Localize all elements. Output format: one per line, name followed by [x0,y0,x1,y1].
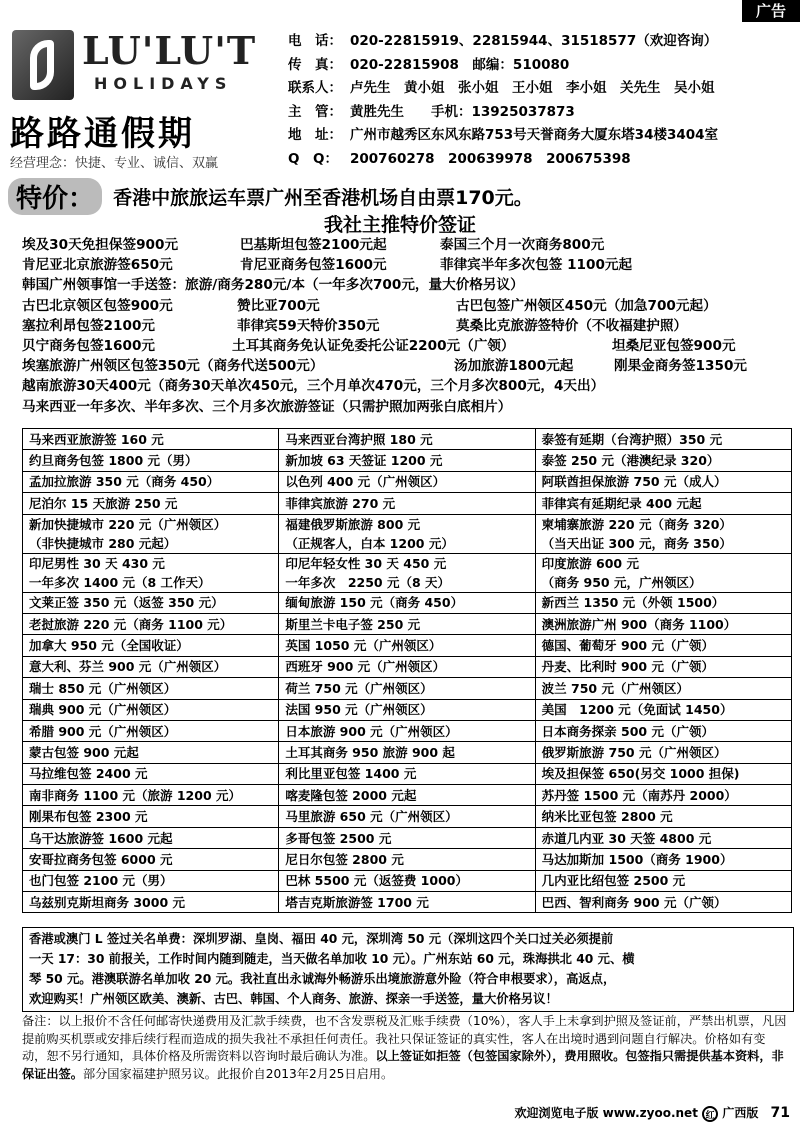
cell-line: 文莱正签 350 元（返签 350 元） [29,595,224,611]
note-line: 欢迎购买！广州领区欧美、澳新、古巴、韩国、个人商务、旅游、探亲一手送签，量大价格另议！ [29,992,558,1006]
special-item: 莫桑比克旅游签特价（不收福建护照） [456,317,688,334]
table-cell [279,849,535,870]
cell-line: （非快捷城市 280 元起） [29,535,177,551]
special-line [22,296,792,316]
table-cell [23,678,279,699]
cell-line: 日本旅游 900 元（广州领区） [285,723,458,739]
cell-line: 马达加斯加 1500（商务 1900） [541,851,733,867]
table-cell [535,429,791,450]
note-line: 一天 17：30 前报关，工作时间内随到随走，当天做名单加收 10 元）。广州东站 60 元，珠海拱北 40 元、横 [29,952,635,966]
special-item: 菲律宾59天特价350元 [237,317,380,334]
header [8,26,792,176]
hk-macau-note [22,927,794,1012]
contact-value: 卢先生 黄小姐 张小姐 王小姐 李小姐 关先生 吴小姐 [350,80,715,96]
cell-line: 南非商务 1100 元（旅游 1200 元） [29,787,241,803]
table-row [23,450,792,471]
special-item: 埃及30天免担保签900元 [22,237,179,253]
logo-icon [12,30,74,100]
table-cell [23,892,279,913]
cell-line: 日本商务探亲 500 元（广领） [541,723,714,739]
contact-value: 020-22815908 邮编：510080 [350,56,570,73]
table-cell [279,592,535,613]
cell-line: 塔吉克斯旅游签 1700 元 [285,894,429,910]
table-cell [279,514,535,553]
contact-row [288,77,792,101]
special-line [22,376,792,396]
table-row [23,849,792,870]
logo-cn: 路路通假期 [10,114,195,154]
special-item: 古巴包签广州领区450元（加急700元起） [456,297,717,314]
note-line: 香港或澳门 L 签过关名单费：深圳罗湖、皇岗、福田 40 元，深圳湾 50 元（深圳这四个关口过关必须提前 [29,932,614,946]
table-cell [535,806,791,827]
special-line [22,356,792,376]
special-item: 马来西亚一年多次、半年多次、三个月多次旅游签证（只需护照加两张白底相片） [22,398,512,415]
special-offer-banner [8,178,792,214]
cell-line: 约旦商务包签 1800 元（男） [29,453,198,469]
contact-value: 020-22815919、22815944、31518577（欢迎咨询） [350,33,718,49]
cell-line: 苏丹签 1500 元（南苏丹 2000） [541,787,737,803]
cell-line: 印度旅游 600 元 [541,555,639,571]
special-line [22,275,792,295]
contact-label: 联系人： [288,80,342,96]
table-cell [535,514,791,553]
table-cell [279,892,535,913]
contact-label: 主 管： [288,103,342,120]
cell-line: 斯里兰卡电子签 250 元 [285,616,421,632]
table-row [23,514,792,553]
special-line [22,397,792,417]
cell-line: 马拉维包签 2400 元 [29,766,148,782]
cell-line: 美国 1200 元（免面试 1450） [541,702,733,718]
cell-line: （当天出证 300 元，商务 350） [541,535,732,551]
cell-line: 乌干达旅游签 1600 元起 [29,830,173,846]
cell-line: 刚果布包签 2300 元 [29,809,148,825]
logo-sub: HOLIDAYS [94,74,233,93]
special-item: 巴基斯坦包签2100元起 [240,237,387,253]
table-cell [279,827,535,848]
special-item: 埃塞旅游广州领区包签350元（商务代送500元） [22,358,324,375]
cell-line: 孟加拉旅游 350 元（商务 450） [29,474,220,490]
cell-line: 印尼男性 30 天 430 元 [29,555,165,571]
special-item: 塞拉利昂包签2100元 [22,317,155,334]
table-cell [535,849,791,870]
table-cell [535,720,791,741]
cell-line: 阿联酋担保旅游 750 元（成人） [541,474,727,490]
special-item: 坦桑尼亚包签900元 [612,337,736,354]
table-row [23,592,792,613]
footer [514,1104,790,1122]
table-cell [535,493,791,514]
table-cell [279,870,535,891]
logo [8,30,278,170]
special-item: 汤加旅游1800元起 [454,358,574,375]
contact-row [288,148,792,172]
table-cell [23,849,279,870]
cell-line: 一年多次 2250 元（8 天） [285,574,451,590]
table-cell [23,493,279,514]
special-line [22,336,792,356]
table-row [23,678,792,699]
special-item: 贝宁商务包签1600元 [22,337,155,354]
table-cell [535,827,791,848]
cell-line: 埃及担保签 650(另交 1000 担保) [541,766,740,782]
visa-price-table [22,428,792,913]
cell-line: 泰签 250 元（港澳纪录 320） [541,453,720,469]
cell-line: 柬埔寨旅游 220 元（商务 320） [541,516,732,532]
slogan: 经营理念：快捷、专业、诚信、双赢 [10,156,219,171]
table-cell [279,678,535,699]
table-row [23,635,792,656]
contact-row [288,30,792,54]
table-cell [23,656,279,677]
table-cell [535,471,791,492]
cell-line: 马来西亚台湾护照 180 元 [285,431,433,447]
contact-info [288,30,792,171]
remarks-b: 以上签证如拒签（包签国家除外），费用照收。包签指只需提供基本资料，非保证出签。 [22,1049,784,1081]
contact-label: Q Q： [288,150,338,167]
table-cell [535,553,791,592]
cell-line: 缅甸旅游 150 元（商务 450） [285,595,464,611]
table-cell [23,592,279,613]
cell-line: （商务 950 元，广州领区） [541,574,702,590]
table-cell [279,720,535,741]
table-cell [23,785,279,806]
cell-line: 菲律宾有延期纪录 400 元起 [541,495,702,511]
cell-line: 波兰 750 元（广州领区） [541,680,689,696]
special-item: 刚果金商务签1350元 [614,358,747,375]
table-cell [279,553,535,592]
cell-line: 加拿大 950 元（全国收证） [29,638,189,654]
cell-line: 意大利、芬兰 900 元（广州领区） [29,659,227,675]
contact-label: 地 址： [288,127,342,143]
table-row [23,742,792,763]
table-cell [279,785,535,806]
table-cell [279,493,535,514]
special-item: 泰国三个月一次商务800元 [440,237,605,253]
note-line: 琴 50 元。港澳联游名单加收 20 元。我社直出永诚海外畅游乐出境旅游意外险（符合申根要求），高返点， [29,972,616,986]
contact-value: 黄胜先生 手机：13925037873 [350,103,575,120]
table-cell [23,553,279,592]
table-cell [535,892,791,913]
special-burst: 特价： [8,178,102,215]
page-number: 71 [770,1105,790,1121]
remarks-c: 部分国家福建护照另议。此报价自2013年2月25日启用。 [82,1066,394,1081]
table-row [23,656,792,677]
cell-line: 荷兰 750 元（广州领区） [285,680,433,696]
table-row [23,827,792,848]
cell-line: （正规客人，白本 1200 元） [285,535,454,551]
table-cell [535,450,791,471]
table-cell [279,656,535,677]
table-cell [279,806,535,827]
main-title: 我社主推特价签证 [323,214,476,236]
cell-line: 瑞士 850 元（广州领区） [29,680,177,696]
cell-line: 希腊 900 元（广州领区） [29,723,177,739]
special-line [22,316,792,336]
table-cell [535,870,791,891]
table-cell [23,471,279,492]
table-cell [535,763,791,784]
table-cell [23,450,279,471]
table-cell [535,678,791,699]
table-row [23,870,792,891]
special-item: 土耳其商务免认证免委托公证2200元（广领） [232,337,515,354]
cell-line: 喀麦隆包签 2000 元起 [285,787,417,803]
table-cell [23,635,279,656]
cell-line: 新加快捷城市 220 元（广州领区） [29,516,227,532]
cell-line: 俄罗斯旅游 750 元（广州领区） [541,744,727,760]
contact-row [288,101,792,125]
contact-label: 电 话： [288,33,342,49]
cell-line: 巴西、智利商务 900 元（广领） [541,894,727,910]
cell-line: 马来西亚旅游签 160 元 [29,431,164,447]
table-cell [535,742,791,763]
table-cell [23,720,279,741]
table-cell [279,471,535,492]
table-row [23,785,792,806]
table-cell [535,613,791,634]
footer-brand: 广西版 [722,1106,759,1120]
badge-icon: 红 [702,1106,718,1122]
table-cell [23,429,279,450]
table-cell [23,827,279,848]
cell-line: 利比里亚包签 1400 元 [285,766,417,782]
contact-row [288,54,792,78]
table-cell [23,870,279,891]
cell-line: 也门包签 2100 元（男） [29,873,173,889]
table-cell [279,429,535,450]
table-cell [279,763,535,784]
table-row [23,892,792,913]
special-text: 香港中旅旅运车票广州至香港机场自由票170元。 [113,187,533,209]
cell-line: 纳米比亚包签 2800 元 [541,809,673,825]
contact-row [288,124,792,148]
cell-line: 澳洲旅游广州 900（商务 1100） [541,616,737,632]
special-line [22,235,792,255]
cell-line: 福建俄罗斯旅游 800 元 [285,516,421,532]
cell-line: 尼泊尔 15 天旅游 250 元 [29,495,178,511]
logo-brand: LU'LU'T [82,28,257,73]
table-cell [279,742,535,763]
special-item: 赞比亚700元 [237,297,320,314]
cell-line: 法国 950 元（广州领区） [285,702,433,718]
table-cell [23,806,279,827]
special-item: 古巴北京领区包签900元 [22,297,173,314]
remarks-a: 备注：以上报价不含任何邮寄快递费用及汇款手续费，也不含发票税及汇账手续费（10%），客人手上未拿到护照及签证前，严禁出机票，凡因提前购买机票或安排后续行程而造成的损失我社不承担任何责任。我社只保证签证的真实性，客人在出境时遇到问题自行解决。价格如有变动，恕不另行通知，具体价格及所需资料以咨询时最后确认为准。 [22,1014,787,1063]
footer-text: 欢迎浏览电子版 www.zyoo.net [514,1106,698,1120]
special-item: 韩国广州领事馆一手送签：旅游/商务280元/本（一年多次700元，量大价格另议） [22,277,524,294]
table-cell [535,656,791,677]
cell-line: 英国 1050 元（广州领区） [285,638,442,654]
ad-tag: 广告 [742,0,800,22]
cell-line: 新西兰 1350 元（外领 1500） [541,595,725,611]
cell-line: 西班牙 900 元（广州领区） [285,659,446,675]
special-item: 菲律宾半年多次包签 1100元起 [440,257,633,274]
cell-line: 乌兹别克斯坦商务 3000 元 [29,894,185,910]
cell-line: 蒙古包签 900 元起 [29,744,139,760]
specials-list [22,235,792,417]
cell-line: 几内亚比绍包签 2500 元 [541,873,686,889]
cell-line: 老挝旅游 220 元（商务 1100 元） [29,616,233,632]
table-cell [23,613,279,634]
table-row [23,471,792,492]
special-item: 肯尼亚商务包签1600元 [240,257,387,274]
table-cell [535,635,791,656]
cell-line: 以色列 400 元（广州领区） [285,474,446,490]
cell-line: 巴林 5500 元（返签费 1000） [285,873,468,889]
table-cell [279,635,535,656]
special-item: 肯尼亚北京旅游签650元 [22,257,173,274]
table-cell [23,699,279,720]
table-cell [535,785,791,806]
contact-label: 传 真： [288,56,342,73]
remarks [22,1013,788,1083]
cell-line: 菲律宾旅游 270 元 [285,495,396,511]
cell-line: 德国、葡萄牙 900 元（广领） [541,638,714,654]
cell-line: 瑞典 900 元（广州领区） [29,702,177,718]
cell-line: 土耳其商务 950 旅游 900 起 [285,744,455,760]
table-cell [535,699,791,720]
table-row [23,699,792,720]
table-row [23,429,792,450]
table-row [23,613,792,634]
contact-value: 200760278 200639978 200675398 [350,150,631,167]
cell-line: 泰签有延期（台湾护照）350 元 [541,431,723,447]
contact-value: 广州市越秀区东风东路753号天誉商务大厦东塔34楼3404室 [350,127,719,143]
cell-line: 多哥包签 2500 元 [285,830,392,846]
cell-line: 丹麦、比利时 900 元（广领） [541,659,714,675]
special-item: 越南旅游30天400元（商务30天单次450元，三个月单次470元，三个月多次800元，4天出） [22,378,605,395]
table-cell [279,613,535,634]
table-cell [279,450,535,471]
table-row [23,763,792,784]
table-row [23,493,792,514]
table-cell [23,763,279,784]
cell-line: 印尼年轻女性 30 天 450 元 [285,555,447,571]
cell-line: 安哥拉商务包签 6000 元 [29,851,173,867]
cell-line: 赤道几内亚 30 天签 4800 元 [541,830,712,846]
cell-line: 新加坡 63 天签证 1200 元 [285,453,443,469]
table-row [23,553,792,592]
table-cell [279,699,535,720]
table-cell [535,592,791,613]
table-row [23,720,792,741]
cell-line: 尼日尔包签 2800 元 [285,851,404,867]
table-cell [23,514,279,553]
table-cell [23,742,279,763]
cell-line: 一年多次 1400 元（8 工作天） [29,574,211,590]
special-line [22,255,792,275]
cell-line: 马里旅游 650 元（广州领区） [285,809,458,825]
table-row [23,806,792,827]
